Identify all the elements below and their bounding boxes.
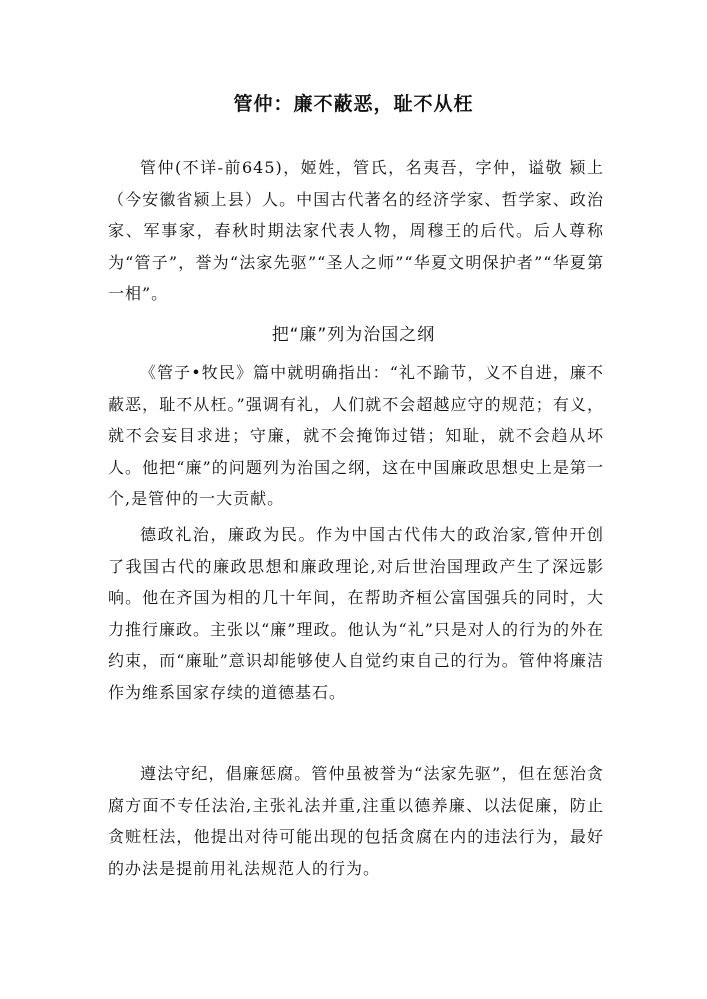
body-paragraph-3: 遵法守纪，倡廉惩腐。管仲虽被誉为“法家先驱”，但在惩治贪腐方面不专任法治,主张礼法并重,注重以德养廉、以法促廉，防止贪赃枉法，他提出对待可能出现的包括贪腐在内的违法行为，最好的办法是提前用礼法规范人的行为。 [108,764,604,878]
body-paragraph-1: 《管子•牧民》篇中就明确指出：“礼不踰节，义不自进，廉不蔽恶，耻不从枉。”强调有礼，人们就不会超越应守的规范；有义，就不会妄目求进；守廉，就不会掩饰过错；知耻，就不会趋从坏人。他把“廉”的问题列为治国之纲，这在中国廉政思想史上是第一个,是管仲的一大贡献。 [108,363,604,508]
page-title: 管仲：廉不蔽恶，耻不从枉 [233,93,474,115]
body-paragraph-2: 德政礼治，廉政为民。作为中国古代伟大的政治家,管仲开创了我国古代的廉政思想和廉政理论,对后世治国理政产生了深远影响。他在齐国为相的几十年间，在帮助齐桓公富国强兵的同时，大力推行廉政。主张以“廉”理政。他认为“礼”只是对人的行为的外在约束，而“廉耻”意识却能够使人自觉约束自己的行为。管仲将廉洁作为维系国家存续的道德基石。 [108,525,604,702]
intro-paragraph: 管仲(不详-前645)，姬姓，管氏，名夷吾，字仲，谥敬 颍上（今安徽省颍上县）人。中国古代著名的经济学家、哲学家、政治家、军事家，春秋时期法家代表人物，周穆王的后代。后人尊称为“管子”，誉为“法家先驱”“圣人之师”“华夏文明保护者”“华夏第一相”。 [108,158,604,303]
section-heading: 把“廉”列为治国之纲 [271,325,436,345]
